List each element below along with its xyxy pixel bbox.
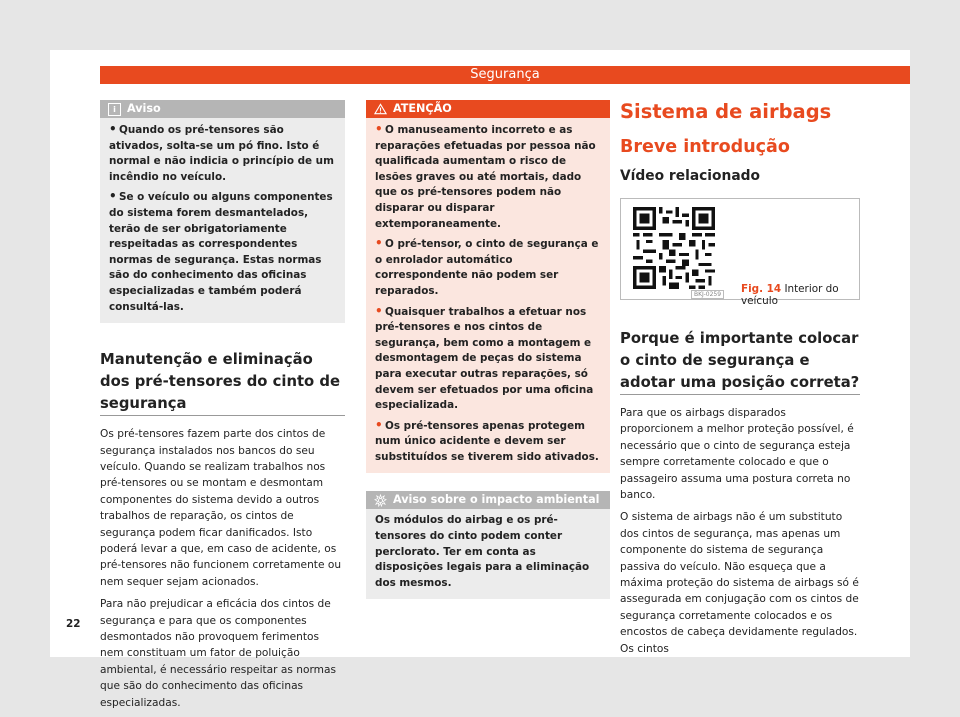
heading-divider	[100, 415, 345, 416]
manutencao-paragraph: Para não prejudicar a eficácia dos cintos de segurança e para que os componentes desmontados não provoquem ferimentos nem constituam um fator de poluição ambiental, é necessário respeitar as normas que são do conhecimento das oficinas especializadas.	[100, 598, 336, 709]
heading-divider	[620, 394, 860, 395]
manual-page	[50, 50, 910, 709]
aviso-box	[100, 100, 345, 323]
manutencao-heading: Manutenção e eliminação dos pré-tensores do cinto de segurança	[100, 351, 340, 413]
column-middle	[366, 100, 610, 599]
manutencao-paragraph: Os pré-tensores fazem parte dos cintos de segurança instalados nos bancos do seu veículo. Quando se realizam trabalhos nos pré-tensores ou se montam e desmontam componentes do sistema devido a outros trabalhos de reparação, os cintos de segurança podem ficar danificados. Isto poderá levar a que, em caso de acidente, os pré-tensores não funcionem corretamente ou nem sequer sejam acionados.	[100, 428, 342, 588]
figure-caption-text: Interior do veículo	[741, 283, 839, 307]
atencao-item: • O manuseamento incorreto e as reparações efetuadas por pessoa não qualificada aumentam o risco de lesões graves ou até mortais, dado que os pré-tensores podem não disparar ou disparar extemporaneamente.	[375, 122, 596, 230]
aviso-header	[100, 100, 345, 118]
ambiental-box	[366, 491, 610, 599]
aviso-item: • Quando os pré-tensores são ativados, solta-se um pó fino. Isto é normal e não indicia o princípio de um incêndio no veículo.	[109, 122, 334, 183]
info-icon: i	[108, 103, 121, 116]
figure-caption	[741, 283, 859, 307]
atencao-item: • Os pré-tensores apenas protegem num único acidente e devem ser substituídos se tiverem sido ativados.	[375, 417, 599, 463]
figure-box	[620, 198, 860, 307]
atencao-item: • Quaisquer trabalhos a efetuar nos pré-tensores e nos cintos de segurança, bem como a montagem e desmontagem de peças do sistema para executar outras reparações, só devem ser efetuados por uma oficina especializada.	[375, 303, 594, 412]
bullet-icon: •	[375, 122, 383, 136]
bullet-icon: •	[375, 417, 383, 432]
figure-number: Fig. 14	[741, 283, 782, 295]
ambiental-title: Aviso sobre o impacto ambiental	[393, 493, 600, 507]
environment-icon	[374, 494, 387, 507]
airbags-paragraph: O sistema de airbags não é um substituto dos cintos de segurança, mas apenas um componente do sistema de segurança passiva do veículo. Não esqueça que a máxima proteção do sistema de airbags só é assegurada em conjugação com os cintos de segurança corretamente colocados e os encostos de cabeça devidamente regulados. Os cintos	[620, 511, 859, 655]
video-heading: Vídeo relacionado	[620, 168, 760, 184]
warning-icon	[374, 103, 387, 115]
column-left	[100, 100, 345, 717]
qr-code-image[interactable]	[633, 207, 715, 289]
page-number: 22	[66, 618, 81, 630]
airbags-subtitle: Breve introdução	[620, 137, 790, 157]
airbags-title: Sistema de airbags	[620, 100, 832, 123]
aviso-item: • Se o veículo ou alguns componentes do sistema forem desmantelados, terão de ser obrigatoriamente respeitadas as correspondentes normas de segurança. Estas normas são do conhecimento das oficinas especializadas e também poderá consultá-las.	[109, 189, 333, 313]
ambiental-header	[366, 491, 610, 509]
ambiental-text: Os módulos do airbag e os pré-tensores do cinto podem conter perclorato. Ter em conta as disposições legais para a eliminação dos mesmos.	[375, 514, 590, 589]
atencao-box	[366, 100, 610, 473]
bullet-icon: •	[109, 122, 117, 136]
figure-code: BKJ-0259	[691, 290, 724, 299]
bullet-icon: •	[375, 236, 383, 251]
atencao-item: • O pré-tensor, o cinto de segurança e o enrolador automático correspondente não podem ser reparados.	[375, 236, 599, 297]
question-heading: Porque é importante colocar o cinto de segurança e adotar uma posição correta?	[620, 330, 860, 391]
section-header	[100, 66, 910, 84]
bullet-icon: •	[109, 189, 117, 204]
atencao-header	[366, 100, 610, 118]
column-right	[620, 100, 860, 663]
bullet-icon: •	[375, 303, 383, 318]
section-title: Segurança	[470, 67, 540, 82]
airbags-paragraph: Para que os airbags disparados proporcionem a melhor proteção possível, é necessário que o cinto de segurança esteja sempre corretamente colocado e que o passageiro assuma uma postura correta no banco.	[620, 407, 854, 502]
atencao-title: ATENÇÃO	[393, 102, 452, 115]
aviso-title: Aviso	[127, 102, 161, 115]
